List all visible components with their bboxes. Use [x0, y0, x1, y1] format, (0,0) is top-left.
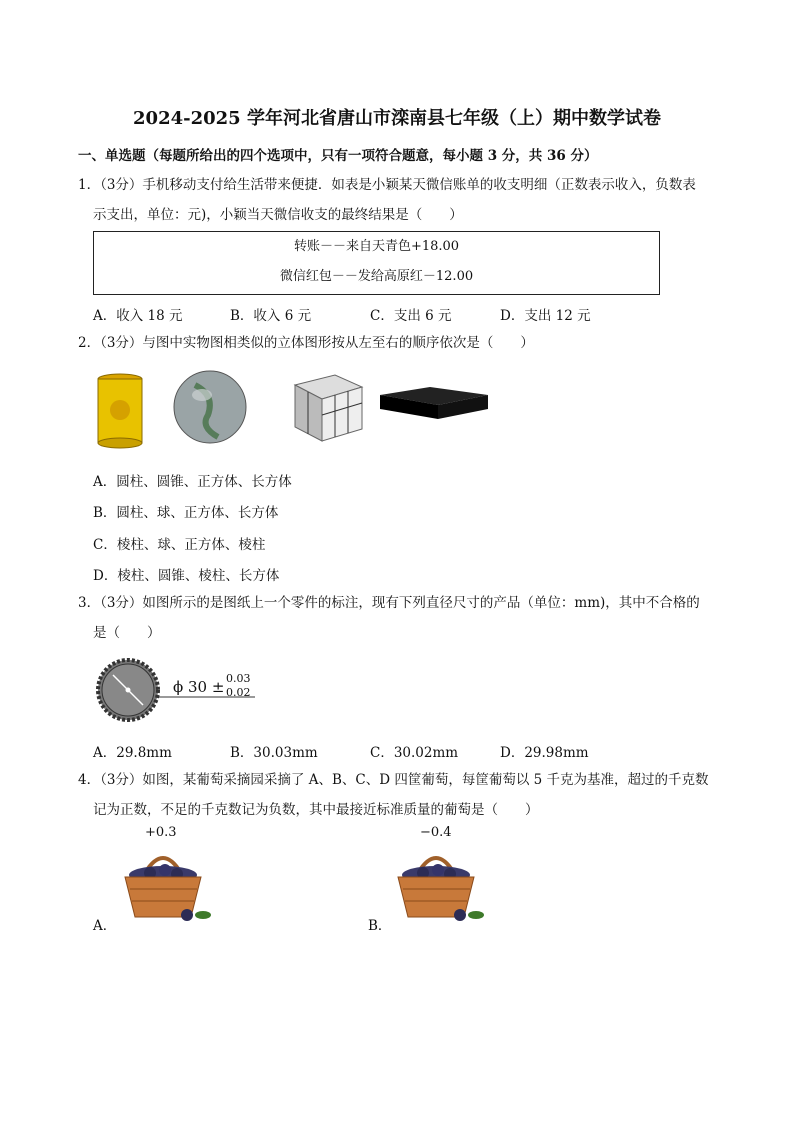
- question-1-line2: 示支出，单位：元)，小颖当天微信收支的最终结果是（ ）: [93, 207, 463, 223]
- section-heading: 一、单选题（每题所给出的四个选项中，只有一项符合题意，每小题 3 分，共 36 分）: [78, 148, 598, 164]
- option-a[interactable]: A．29.8mm: [93, 745, 172, 761]
- option-d[interactable]: D．29.98mm: [500, 745, 589, 761]
- question-3-line2: 是（ ）: [93, 625, 161, 641]
- option-c[interactable]: C．棱柱、球、正方体、棱柱: [93, 537, 266, 553]
- bill-row: 微信红包－－发给高原红－12.00: [279, 269, 474, 284]
- option-c[interactable]: C．支出 6 元: [370, 308, 452, 324]
- option-c[interactable]: C．30.02mm: [370, 745, 459, 761]
- solid-objects-figure: [90, 365, 500, 450]
- upper-tolerance: 0.03: [226, 672, 251, 685]
- question-4-line2: 记为正数，不足的千克数记为负数，其中最接近标准质量的葡萄是（ ）: [93, 802, 539, 818]
- cylinder-can-image: [98, 374, 142, 448]
- mirror-cube-image: [295, 375, 362, 441]
- lower-tolerance: 0.02: [226, 686, 251, 699]
- option-b[interactable]: B．30.03mm: [230, 745, 318, 761]
- basket-b-value: −0.4: [420, 825, 452, 840]
- option-d[interactable]: D．棱柱、圆锥、棱柱、长方体: [93, 568, 280, 584]
- question-3-line1: 3．（3分）如图所示的是图纸上一个零件的标注，现有下列直径尺寸的产品（单位：mm)，其中不合格的: [78, 595, 700, 611]
- basket-b-image: [388, 843, 488, 923]
- option-a[interactable]: A．收入 18 元: [93, 308, 183, 324]
- page-title: 2024-2025 学年河北省唐山市滦南县七年级（上）期中数学试卷: [133, 108, 661, 129]
- black-box-image: [380, 387, 488, 419]
- option-b[interactable]: B．: [368, 918, 392, 934]
- option-a[interactable]: A．: [93, 918, 117, 934]
- bill-row: 转账－－来自天青色+18.00: [293, 239, 460, 254]
- option-b[interactable]: B．圆柱、球、正方体、长方体: [93, 505, 279, 521]
- option-b[interactable]: B．收入 6 元: [230, 308, 312, 324]
- option-a[interactable]: A．圆柱、圆锥、正方体、长方体: [93, 474, 292, 490]
- diameter-label: ϕ 30 ±: [173, 678, 225, 696]
- question-2-line1: 2．（3分）与图中实物图相类似的立体图形按从左至右的顺序依次是（ ）: [78, 335, 534, 351]
- option-d[interactable]: D．支出 12 元: [500, 308, 591, 324]
- basket-a-value: +0.3: [145, 825, 177, 840]
- globe-sphere-image: [174, 371, 246, 443]
- question-4-line1: 4．（3分）如图，某葡萄采摘园采摘了 A、B、C、D 四筐葡萄，每筐葡萄以 5 千克为基准，超过的千克数: [78, 772, 709, 788]
- question-1-line1: 1．（3分）手机移动支付给生活带来便捷．如表是小颖某天微信账单的收支明细（正数表示收入，负数表: [78, 177, 696, 193]
- basket-a-image: [115, 843, 215, 923]
- bill-table: [93, 231, 660, 295]
